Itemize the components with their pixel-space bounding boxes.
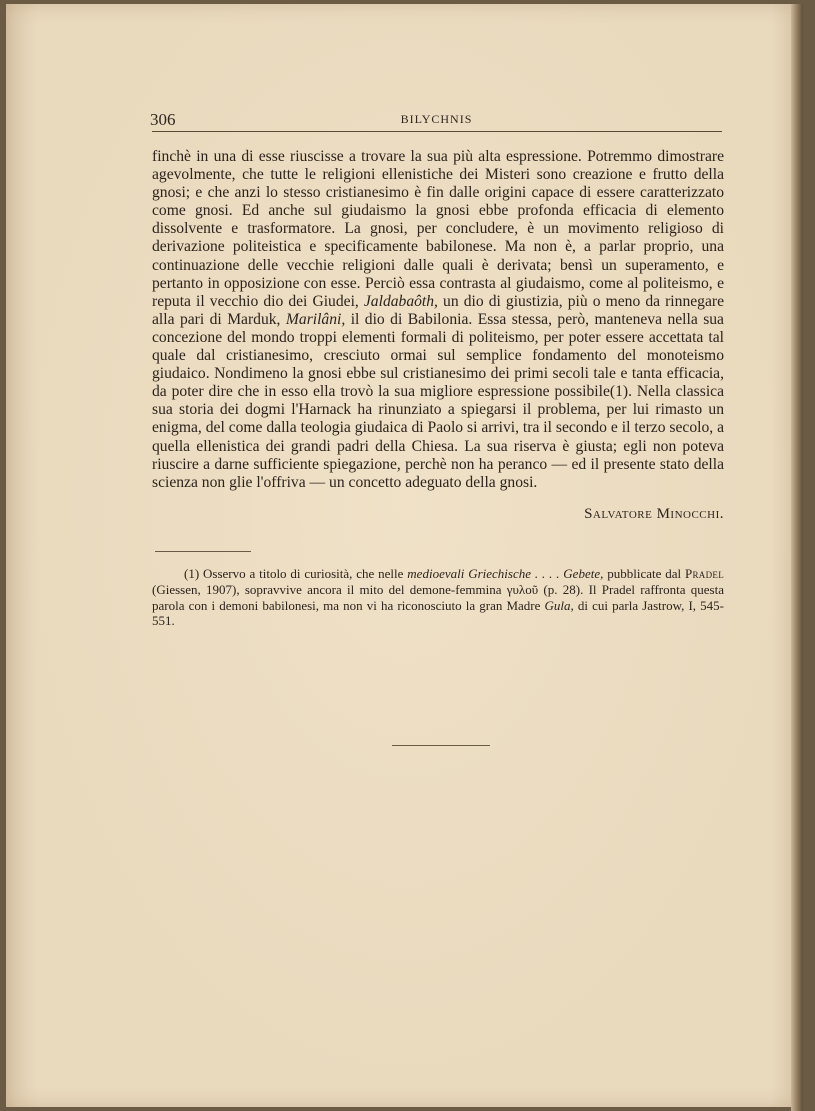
body-text-1: finchè in una di esse riuscisse a trovare la sua più alta espressione. Potremmo dimostrare agevolmente, che tutte le religioni ellenistiche dei Misteri sono creazione e frutto della gnosi; e che anzi lo stesso cristianesimo è fin dalle origini capace di essere caratterizzato come gnosi. Ed anche sul giudaismo la gnosi ebbe profonda efficacia di elemento dissolvente e trasformatore. La gnosi, per concludere, è un movimento religioso di derivazione politeistica e specificamente babilonese. Ma non è, a parlar proprio, una continuazione delle vecchie religioni dalle quali è derivata; bensì un superamento, e pertanto in opposizione con esse. Perciò essa contrasta al giudaismo, come al politeismo, e reputa il vecchio dio dei Giudei, bbox=[152, 148, 724, 310]
footnote-text-2: pubblicate dal bbox=[607, 566, 682, 581]
footnote-text-3: (Giessen, 1907), sopravvive ancora il mito del demone-femmina γυλοῦ (p. 28). Il Pradel raffronta questa parola con i demoni babilonesi, ma non vi ha riconosciuto la gran Madre bbox=[152, 581, 724, 613]
footnote bbox=[152, 566, 724, 629]
body-text-3: il dio di Babilonia. Essa stessa, però, manteneva nella sua concezione del mondo troppi elementi formali di politeismo, per poter essere accettata tal quale dal cristianesimo, cresciuto ormai sul semplice fondamento del monoteismo giudaico. Nondimeno la gnosi ebbe sul cristianesimo dei primi secoli tale e tanta efficacia, da poter dire che in esso ella trovò la sua migliore espressione possibile(1). Nella classica sua storia dei dogmi l'Harnack ha rinunziato a spiegarsi il problema, per lui rimasto un enigma, del come dalla teologia giudaica di Paolo si arrivi, tra il secondo e il terzo secolo, a quella ellenistica dei grandi padri della Chiesa. La sua riserva è giusta; egli non poteva riuscire a darne sufficiente spiegazione, perchè non ha peranco — ed il presente stato della scienza non glie l'offriva — un concetto adeguato della gnosi. bbox=[152, 310, 724, 491]
page-number: 306 bbox=[150, 110, 176, 129]
footnote-text-1: (1) Osservo a titolo di curiosità, che nelle bbox=[184, 566, 404, 581]
body-paragraph bbox=[152, 148, 724, 492]
italic-marilani: Marilâni, bbox=[285, 310, 346, 328]
running-head bbox=[150, 110, 723, 130]
footnote-pradel: Pradel bbox=[684, 566, 724, 581]
page-edge bbox=[791, 4, 803, 1111]
header-rule bbox=[152, 131, 722, 132]
body-text-2: un dio di giustizia, più o meno da rinnegare alla pari di Marduk, bbox=[152, 292, 724, 328]
author-signature: Salvatore Minocchi. bbox=[584, 506, 724, 522]
end-rule bbox=[392, 745, 490, 746]
footnote-italic-gula: Gula, bbox=[544, 597, 574, 613]
italic-jaldabaoth: Jaldabaôth, bbox=[363, 292, 438, 310]
footnote-rule bbox=[155, 551, 251, 552]
footnote-text-4: di cui parla Jastrow, I, 545-551. bbox=[152, 597, 725, 629]
footnote-italic-title: medioevali Griechische . . . . Gebete, bbox=[407, 566, 604, 581]
journal-title: BILYCHNIS bbox=[400, 112, 473, 126]
